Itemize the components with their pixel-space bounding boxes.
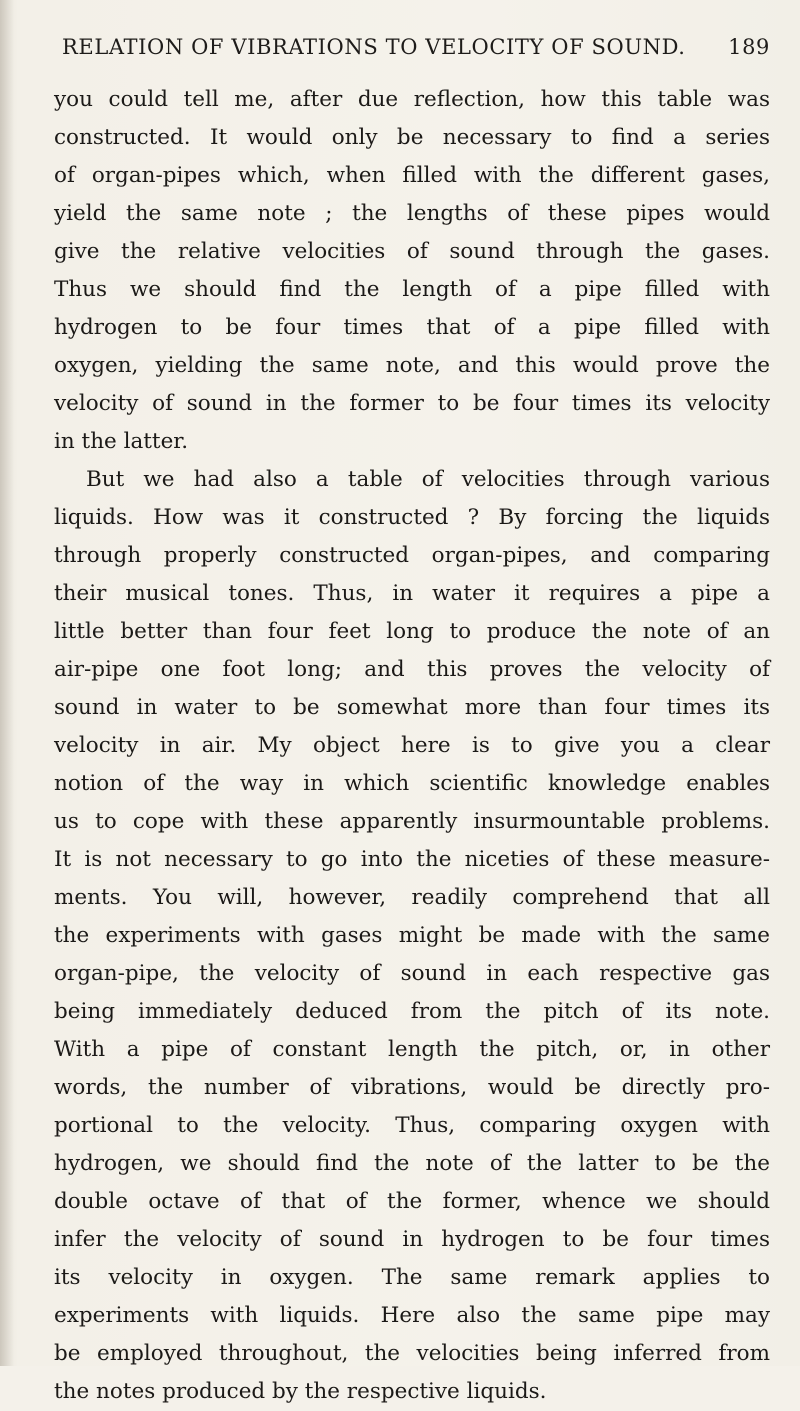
page-gutter-shadow — [0, 0, 14, 1366]
running-head — [62, 31, 770, 65]
text-line: sound in water to be somewhat more than four times its — [54, 695, 770, 720]
text-line: notion of the way in which scientific knowledge enables — [54, 771, 770, 796]
text-line: oxygen, yielding the same note, and this would prove the — [54, 353, 770, 378]
text-line: its velocity in oxygen. The same remark applies to — [54, 1265, 770, 1290]
text-line: air-pipe one foot long; and this proves the velocity of — [54, 657, 770, 682]
text-line: in the latter. — [54, 429, 189, 454]
text-line: little better than four feet long to produce the note of an — [54, 619, 770, 644]
text-line: yield the same note ; the lengths of these pipes would — [54, 201, 770, 226]
running-head-title: RELATION OF VIBRATIONS TO VELOCITY OF SOUND. — [62, 35, 686, 59]
text-line: the experiments with gases might be made with the same — [54, 923, 770, 948]
text-line: experiments with liquids. Here also the same pipe may — [54, 1303, 770, 1328]
text-line: It is not necessary to go into the niceties of these measure- — [54, 847, 770, 872]
page-number: 189 — [728, 35, 770, 59]
text-line: constructed. It would only be necessary to find a series — [54, 125, 770, 150]
text-line: portional to the velocity. Thus, comparing oxygen with — [54, 1113, 770, 1138]
text-line: us to cope with these apparently insurmountable problems. — [54, 809, 770, 834]
text-line: infer the velocity of sound in hydrogen to be four times — [54, 1227, 770, 1252]
text-line: organ-pipe, the velocity of sound in each respective gas — [54, 961, 770, 986]
text-line: their musical tones. Thus, in water it requires a pipe a — [54, 581, 770, 606]
paragraph-first-line: But we had also a table of velocities through various — [86, 467, 770, 492]
text-line: ments. You will, however, readily comprehend that all — [54, 885, 770, 910]
text-line: With a pipe of constant length the pitch, or, in other — [54, 1037, 770, 1062]
text-line: you could tell me, after due reflection, how this table was — [54, 87, 770, 112]
text-line: velocity in air. My object here is to give you a clear — [54, 733, 770, 758]
text-line: liquids. How was it constructed ? By forcing the liquids — [54, 505, 770, 530]
text-line: double octave of that of the former, whence we should — [54, 1189, 770, 1214]
text-line: words, the number of vibrations, would be directly pro- — [54, 1075, 770, 1100]
text-line: Thus we should find the length of a pipe filled with — [54, 277, 770, 302]
text-line: through properly constructed organ-pipes, and comparing — [54, 543, 770, 568]
text-line: hydrogen, we should find the note of the latter to be the — [54, 1151, 770, 1176]
text-line: hydrogen to be four times that of a pipe filled with — [54, 315, 770, 340]
text-line: be employed throughout, the velocities being inferred from — [54, 1341, 770, 1366]
text-line: being immediately deduced from the pitch of its note. — [54, 999, 770, 1024]
text-line: velocity of sound in the former to be four times its velocity — [54, 391, 770, 416]
text-line: give the relative velocities of sound through the gases. — [54, 239, 770, 264]
body-text — [54, 81, 770, 1411]
text-line: of organ-pipes which, when filled with the different gases, — [54, 163, 770, 188]
text-line: the notes produced by the respective liquids. — [54, 1379, 547, 1404]
